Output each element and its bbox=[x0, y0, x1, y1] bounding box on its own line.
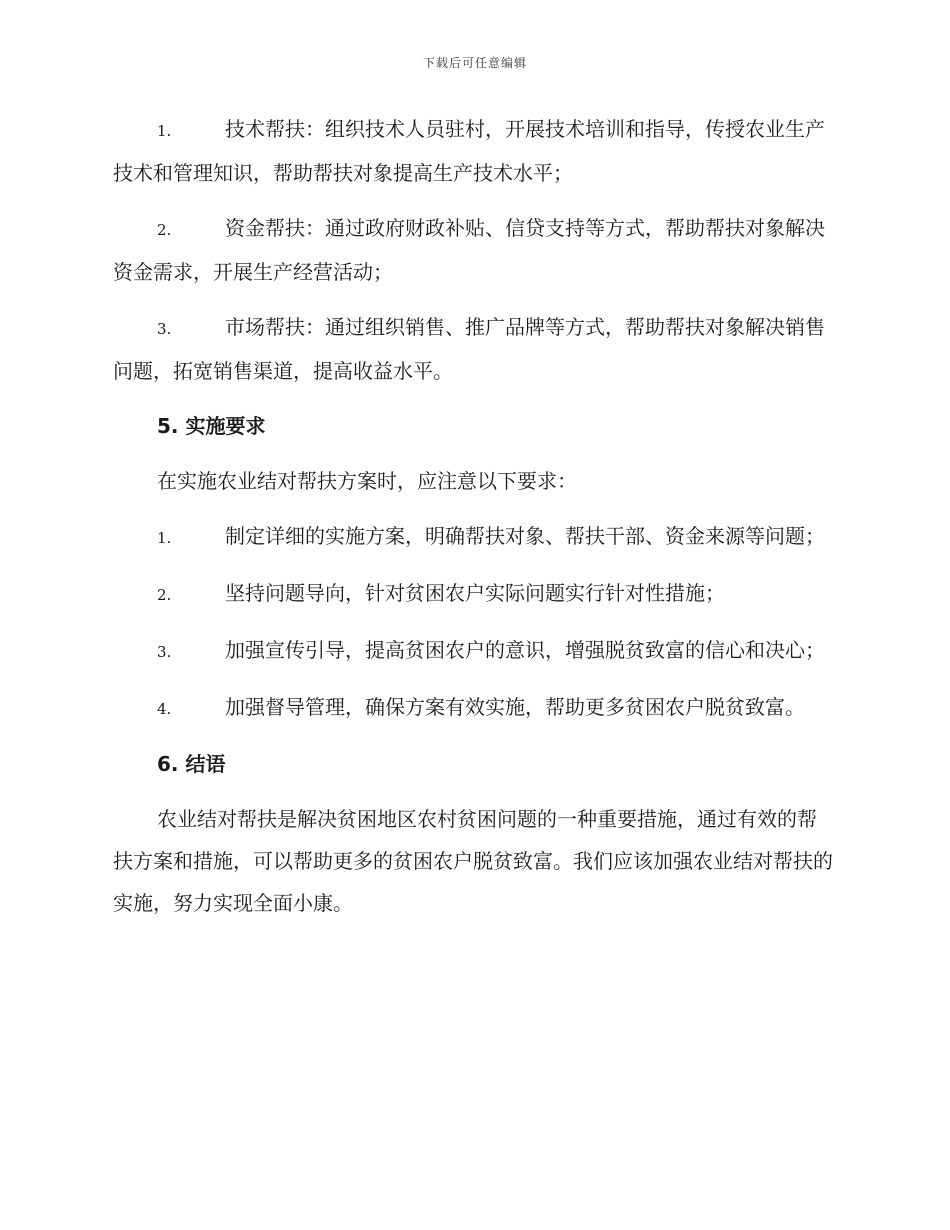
list-number: 1. bbox=[157, 122, 172, 140]
list-item bbox=[113, 572, 835, 616]
list-item-text: 资金帮扶：通过政府财政补贴、信贷支持等方式，帮助帮扶对象解决资金需求，开展生产经营活动； bbox=[113, 216, 825, 284]
section-heading: 6. 结语 bbox=[157, 752, 226, 776]
list-number: 1. bbox=[157, 529, 172, 547]
list-item-text: 市场帮扶：通过组织销售、推广品牌等方式，帮助帮扶对象解决销售问题，拓宽销售渠道，提高收益水平。 bbox=[113, 315, 825, 383]
list-item-text: 加强宣传引导，提高贫困农户的意识，增强脱贫致富的信心和决心； bbox=[225, 638, 825, 662]
list-number: 4. bbox=[157, 700, 172, 718]
list-number: 2. bbox=[157, 586, 172, 604]
list-item bbox=[113, 515, 835, 559]
list-number: 3. bbox=[157, 643, 172, 661]
list-item-text: 坚持问题导向，针对贫困农户实际问题实行针对性措施； bbox=[225, 581, 725, 605]
list-item bbox=[113, 686, 835, 730]
list-number: 3. bbox=[157, 320, 172, 338]
page-header: 下载后可任意编辑 bbox=[422, 56, 527, 70]
list-number: 2. bbox=[157, 221, 172, 239]
list-item bbox=[113, 207, 835, 293]
list-item bbox=[113, 108, 835, 194]
document-body bbox=[113, 108, 835, 937]
section-intro: 在实施农业结对帮扶方案时，应注意以下要求： bbox=[157, 469, 577, 493]
list-item-text: 加强督导管理，确保方案有效实施，帮助更多贫困农户脱贫致富。 bbox=[225, 695, 805, 719]
conclusion-paragraph: 农业结对帮扶是解决贫困地区农村贫困问题的一种重要措施，通过有效的帮扶方案和措施，可以帮助更多的贫困农户脱贫致富。我们应该加强农业结对帮扶的实施，努力实现全面小康。 bbox=[113, 807, 833, 915]
list-item-text: 技术帮扶：组织技术人员驻村，开展技术培训和指导，传授农业生产技术和管理知识，帮助帮扶对象提高生产技术水平； bbox=[113, 117, 825, 185]
section-heading: 5. 实施要求 bbox=[157, 414, 266, 438]
list-item bbox=[113, 306, 835, 392]
list-item bbox=[113, 629, 835, 673]
list-item-text: 制定详细的实施方案，明确帮扶对象、帮扶干部、资金来源等问题； bbox=[225, 524, 825, 548]
